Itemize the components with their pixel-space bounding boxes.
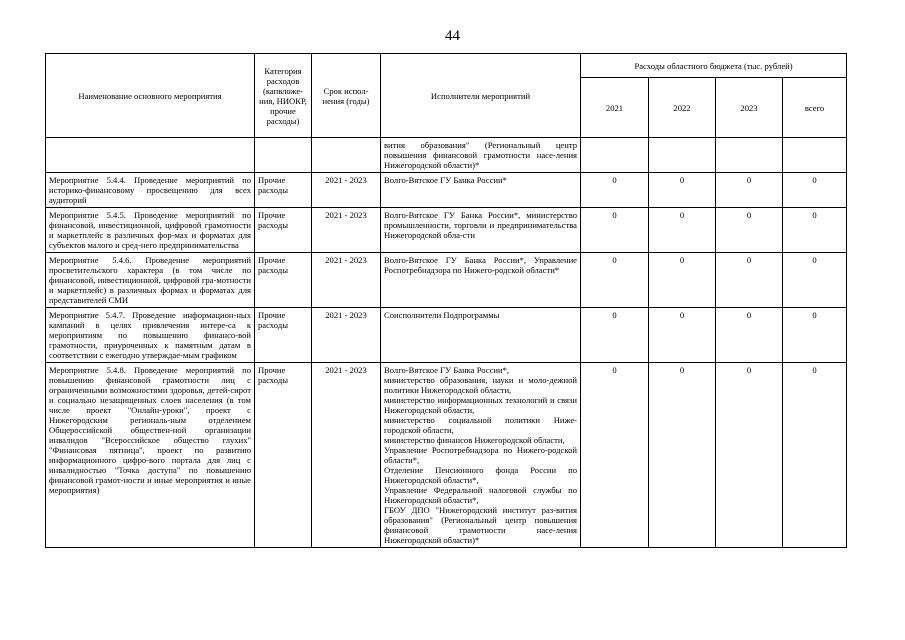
table-row <box>46 253 847 308</box>
row-2021: 0 <box>581 308 649 363</box>
header-2022: 2022 <box>649 78 716 138</box>
header-executors: Исполнители мероприятий <box>381 54 581 138</box>
row-executors: Волго-Вятское ГУ Банка России* <box>381 173 581 208</box>
row-executors: Волго-Вятское ГУ Банка России*, Управление Роспотребнадзора по Нижего-родской области* <box>381 253 581 308</box>
row-2021 <box>581 138 649 173</box>
executor-line: Управление Роспотребнадзора по Нижего-родской области*, <box>384 445 577 465</box>
row-2022: 0 <box>649 173 716 208</box>
table-row <box>46 363 847 548</box>
header-category: Категория расходов (капвложе-ния, НИОКР, прочие расходы) <box>255 54 312 138</box>
row-executors: Волго-Вятское ГУ Банка России*, министерство промышленности, торговли и предпринимательства Нижегородской обла-сти <box>381 208 581 253</box>
row-term <box>312 138 381 173</box>
row-2021: 0 <box>581 363 649 548</box>
row-term: 2021 - 2023 <box>312 308 381 363</box>
executor-line: министерство информационных технологий и связи Нижегородской области, <box>384 395 577 415</box>
header-term: Срок испол-нения (годы) <box>312 54 381 138</box>
row-total: 0 <box>783 253 847 308</box>
table-row <box>46 208 847 253</box>
row-name: Мероприятие 5.4.7. Проведение информацион-ных кампаний в целях привлечения интере-са к мероприятиям по повышению финансо-вой грамотности, приуроченных к памятным датам в соответствии с ежегодно утверждае-мым графиком <box>46 308 255 363</box>
header-budget: Расходы областного бюджета (тыс. рублей) <box>581 54 847 78</box>
row-2023: 0 <box>716 253 783 308</box>
table-row <box>46 138 847 173</box>
row-2022: 0 <box>649 253 716 308</box>
row-2023: 0 <box>716 208 783 253</box>
executor-line: министерство финансов Нижегородской области, <box>384 435 565 445</box>
row-name <box>46 138 255 173</box>
executor-line: Управление Федеральной налоговой службы по Нижегородской области*, <box>384 485 577 505</box>
header-2023: 2023 <box>716 78 783 138</box>
row-name: Мероприятие 5.4.6. Проведение мероприятий просветительского характера (в том числе по финансовой, инвестиционной, цифровой гра-мотности и маркетплейс) в различных формах и форматах для представителей СМИ <box>46 253 255 308</box>
row-executors: вития образования" (Региональный центр повышения финансовой грамотности насе-ления Нижегородской области)* <box>381 138 581 173</box>
row-executors: Соисполнители Подпрограммы <box>381 308 581 363</box>
row-2023: 0 <box>716 173 783 208</box>
row-term: 2021 - 2023 <box>312 363 381 548</box>
table-row <box>46 173 847 208</box>
row-name: Мероприятие 5.4.8. Проведение мероприятий по повышению финансовой грамотности лиц с ограниченными возможностями здоровья, детей-сирот и социально незащищенных слоев населения (в том числе проект "Онлайн-уроки", проект с Нижегородским региональ-ным отделением Общероссийской обществен-ной организации инвалидов "Всероссийское общество глухих" "Финансовая пятница", проект по развитию информационного цифро-вого портала для лиц с инвалидностью "Точка доступа" по повышению финансовой грамот-ности и иные мероприятия и иные мероприятия) <box>46 363 255 548</box>
header-name: Наименование основного мероприятия <box>46 54 255 138</box>
row-2021: 0 <box>581 208 649 253</box>
row-term: 2021 - 2023 <box>312 253 381 308</box>
expenses-table <box>45 53 847 548</box>
row-2023: 0 <box>716 363 783 548</box>
executor-line: министерство социальной политики Ниже-городской области, <box>384 415 577 435</box>
executor-line: Волго-Вятское ГУ Банка России*, <box>384 365 510 375</box>
row-name: Мероприятие 5.4.4. Проведение мероприятий по историко-финансовому просвещению для всех аудиторий <box>46 173 255 208</box>
row-category <box>255 138 312 173</box>
row-category: Прочие расходы <box>255 253 312 308</box>
executor-line: Отделение Пенсионного фонда России по Нижегородской области*, <box>384 465 577 485</box>
row-2021: 0 <box>581 253 649 308</box>
row-2022: 0 <box>649 208 716 253</box>
header-2021: 2021 <box>581 78 649 138</box>
row-name: Мероприятие 5.4.5. Проведение мероприятий по финансовой, инвестиционной, цифровой грамотности и маркетплейс в различных фор-мах и форматах для субъектов малого и сред-него предпринимательства <box>46 208 255 253</box>
row-2023 <box>716 138 783 173</box>
row-2022 <box>649 138 716 173</box>
table-row <box>46 308 847 363</box>
row-term: 2021 - 2023 <box>312 173 381 208</box>
row-category: Прочие расходы <box>255 208 312 253</box>
row-total: 0 <box>783 308 847 363</box>
header-total: всего <box>783 78 847 138</box>
row-executors <box>381 363 581 548</box>
row-2022: 0 <box>649 363 716 548</box>
row-total: 0 <box>783 173 847 208</box>
row-category: Прочие расходы <box>255 308 312 363</box>
executor-line: министерство образования, науки и моло-дежной политики Нижегородской области, <box>384 375 577 395</box>
row-2021: 0 <box>581 173 649 208</box>
row-total <box>783 138 847 173</box>
row-term: 2021 - 2023 <box>312 208 381 253</box>
row-2023: 0 <box>716 308 783 363</box>
row-total: 0 <box>783 363 847 548</box>
row-category: Прочие расходы <box>255 173 312 208</box>
executor-line: ГБОУ ДПО "Нижегородский институт раз-вития образования" (Региональный центр повышения финансовой грамотности насе-ления Нижегородской области)* <box>384 505 577 545</box>
row-2022: 0 <box>649 308 716 363</box>
row-category: Прочие расходы <box>255 363 312 548</box>
page-number: 44 <box>445 28 460 44</box>
row-total: 0 <box>783 208 847 253</box>
